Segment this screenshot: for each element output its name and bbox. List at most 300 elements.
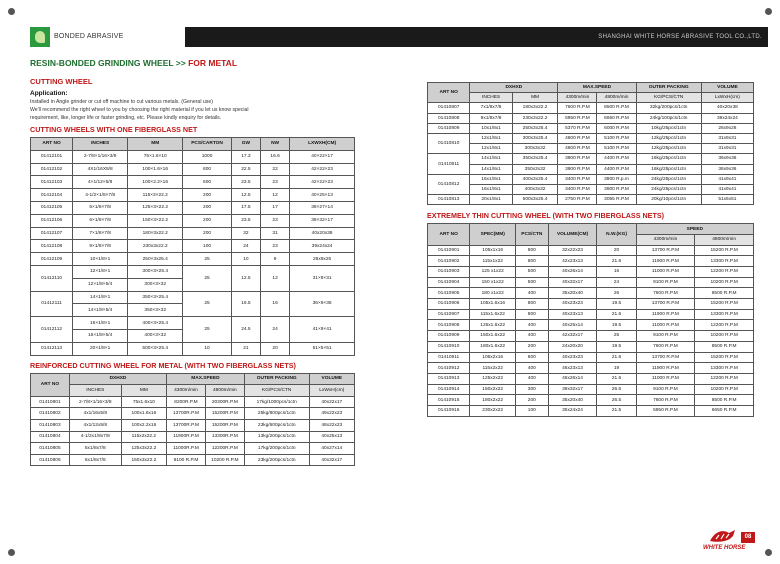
table-cell: 24kg/25pcs/1ctn — [636, 174, 701, 184]
table-cell: 40x23x23 — [548, 299, 597, 310]
table-cell: 11900R.P.M — [167, 431, 206, 443]
table-cell: 4400 R.P.M — [597, 164, 636, 174]
table-cell: 19.5 — [597, 299, 636, 310]
table-cell: 40x25x14 — [548, 320, 597, 331]
table-cell: 100 — [516, 405, 549, 416]
table-cell: 24kg/100pcs/1ctn — [636, 113, 701, 123]
table-cell: 400 — [516, 320, 549, 331]
table-cell: 8200R.P.M — [167, 396, 206, 408]
table-cell: 5370 R.P.M — [558, 123, 597, 133]
table-cell: 40x32x17 — [548, 277, 597, 288]
table-cell: 5100 R.P.M — [597, 144, 636, 154]
table-cell: 10200 R.P.M — [205, 454, 244, 466]
table-cell: 13kg/200pcs/1ctn — [244, 431, 309, 443]
table-cell: 13700R.P.M — [167, 408, 206, 420]
table-cell: 01410811 — [428, 154, 470, 174]
table-cell: 180x1.6x22 — [470, 341, 516, 352]
table-cell: 350x3x25.4 — [512, 154, 558, 164]
column-header: MAX.SPEED — [558, 83, 636, 93]
table-cell: 11900 R.P.M — [636, 309, 695, 320]
table-cell: 9100 R.P.M — [636, 277, 695, 288]
table-cell: 300×3×25.4 — [128, 265, 183, 278]
table-cell: 5×1/8×7/8 — [73, 201, 128, 214]
table-row — [31, 163, 355, 176]
table-cell: 13700 R.P.M — [636, 299, 695, 310]
column-subheader: MM — [512, 93, 558, 103]
table-cell: 39x24x24 — [701, 113, 753, 123]
table-cell: 01410906 — [428, 299, 470, 310]
application-label: Application: — [30, 90, 68, 97]
application-line: Installed in Angle grinder or cut off machine to cut various metals. (General use) — [30, 99, 214, 105]
column-header: MM — [128, 138, 183, 151]
table-cell: 40x20x38 — [701, 103, 753, 113]
table-row — [428, 320, 754, 331]
table-cell: 4×1/12×5/8 — [73, 176, 128, 189]
table-cell: 7×1/8×7/8 — [73, 227, 128, 240]
table-cell: 9100 R.P.M — [636, 331, 695, 342]
table-cell: 31 — [261, 227, 290, 240]
column-header: OUTER PACKING — [244, 373, 309, 385]
table-cell: 17kg/200pcs/1ctn — [244, 443, 309, 455]
table-cell: 23 — [261, 240, 290, 253]
table-cell: 17 — [261, 201, 290, 214]
table-cell: 4400 R.P.M — [597, 154, 636, 164]
table-cell: 24 — [261, 317, 290, 343]
column-subheader: 4800m/min — [695, 234, 754, 245]
table-cell: 13700 R.P.M — [636, 352, 695, 363]
table-cell: 01412103 — [31, 176, 73, 189]
table-cell: 42x23x13 — [548, 256, 597, 267]
table-cell: 51×5×51 — [290, 342, 355, 355]
table-cell: 300×3×32 — [128, 278, 183, 291]
table-one-fiberglass-net — [30, 137, 355, 356]
table-cell: 01412113 — [31, 342, 73, 355]
table-cell: 01410902 — [428, 256, 470, 267]
table-cell: 36x9x36 — [701, 154, 753, 164]
table-row — [31, 396, 355, 408]
table-cell: 01410802 — [31, 408, 70, 420]
table-cell: 23 — [261, 176, 290, 189]
table-cell: 500 — [516, 277, 549, 288]
table-cell: 600 — [516, 352, 549, 363]
table-cell: 42x32x17 — [548, 331, 597, 342]
table-cell: 51x5x51 — [701, 195, 753, 205]
table-cell: 16.5 — [231, 291, 260, 317]
table-row — [31, 454, 355, 466]
application-line: requirement, like, longer life or faster grinding, etc. Please kindly enquiry for details. — [30, 115, 222, 121]
table-cell: 106x2x16 — [470, 352, 516, 363]
table-cell: 2750 R.P.M — [558, 195, 597, 205]
table-cell: 4600 R.P.M — [558, 133, 597, 143]
table-cell: 230x3x22.2 — [128, 240, 183, 253]
table-cell: 01412106 — [31, 214, 73, 227]
table-cell: 12200 R.P.M — [695, 373, 754, 384]
column-subheader: 4300m/min — [558, 93, 597, 103]
column-header: VOLUME(CM) — [548, 224, 597, 245]
white-horse-logo — [703, 527, 746, 557]
table-cell: 115x2x22 — [470, 363, 516, 374]
table-row — [428, 245, 754, 256]
table-cell: 01410912 — [428, 363, 470, 374]
table-cell: 250x3x25.4 — [512, 123, 558, 133]
registration-mark-tl — [8, 8, 15, 15]
table-cell: 12x1/8x1 — [470, 133, 512, 143]
table-cell: 800 — [516, 245, 549, 256]
table-cell: 14×1/8×5/4 — [73, 304, 128, 317]
right-column — [427, 82, 754, 417]
table-cell: 01410810 — [428, 133, 470, 153]
column-subheader: INCHES — [470, 93, 512, 103]
table-cell: 6x1/8x7/8 — [69, 454, 121, 466]
table-cell: 21 — [231, 342, 260, 355]
table-subheader-row — [428, 93, 754, 103]
table-cell: 125x1.6x22 — [470, 320, 516, 331]
table-cell: 40x23x23 — [548, 352, 597, 363]
table-reinforced-continued — [427, 82, 754, 205]
table-cell: 8500 R.P.M — [695, 288, 754, 299]
table-cell: 40×25×13 — [290, 189, 355, 202]
table-cell: 01412111 — [31, 291, 73, 317]
table-cell: 10200 R.P.M — [695, 277, 754, 288]
table-cell: 10kg/25pcs/1ctn — [636, 123, 701, 133]
table-cell: 4x1/12x5/8 — [69, 419, 121, 431]
table-row — [31, 443, 355, 455]
table-cell: 01412112 — [31, 317, 73, 343]
table-cell: 24kg/25pcs/1ctn — [636, 184, 701, 194]
table-cell: 125x3x22.2 — [121, 443, 166, 455]
table-cell: 1000 — [183, 150, 232, 163]
table-cell: 12.5 — [231, 265, 260, 291]
table-cell: 01410914 — [428, 384, 470, 395]
column-subheader: INCHES — [69, 385, 121, 397]
table-cell: 24x20x20 — [548, 341, 597, 352]
table-cell: 150×3×22.2 — [128, 214, 183, 227]
table-cell: 31x9x31 — [701, 144, 753, 154]
table-cell: 19 — [597, 363, 636, 374]
table-cell: 17.5 — [231, 201, 260, 214]
table-cell: 125×3×22.2 — [128, 201, 183, 214]
table-cell: 48x22x23 — [309, 419, 354, 431]
table-cell: 11000 R.P.M — [636, 267, 695, 278]
table-row — [428, 309, 754, 320]
table-cell: 300x3x25.4 — [512, 133, 558, 143]
column-header: SPEC(MM) — [470, 224, 516, 245]
table-cell: 23kg/200pcs/1ctn — [244, 454, 309, 466]
application-text — [30, 98, 355, 122]
table-row — [428, 174, 754, 184]
table-row — [31, 317, 355, 330]
table-cell: 400 — [516, 363, 549, 374]
table-cell: 14×1/8×1 — [73, 291, 128, 304]
column-header: NW — [261, 138, 290, 151]
table-cell: 400x3x25.4 — [512, 174, 558, 184]
table-row — [428, 341, 754, 352]
page-title-red: FOR METAL — [185, 58, 238, 68]
table-row — [31, 240, 355, 253]
table-cell: 400×3×25.4 — [128, 317, 183, 330]
table-cell: 8500 R.P.M — [695, 341, 754, 352]
table-cell: 40x26x14 — [548, 267, 597, 278]
table-cell: 26.5 — [597, 384, 636, 395]
table-cell: 16×1/8×5/4 — [73, 329, 128, 342]
registration-mark-tr — [765, 8, 772, 15]
table-cell: 125x2x22 — [470, 373, 516, 384]
column-subheader: 4800m/min — [205, 385, 244, 397]
table-cell: 11900 R.P.M — [636, 363, 695, 374]
table-cell: 6650 R.P.M — [597, 113, 636, 123]
table-cell: 25 — [183, 253, 232, 266]
column-subheader: MM — [121, 385, 166, 397]
table-cell: 24 — [597, 277, 636, 288]
table-cell: 17kg/1000pcs/1ctn — [244, 396, 309, 408]
table-cell: 42×22×23 — [290, 163, 355, 176]
table-cell: 01412108 — [31, 240, 73, 253]
table-cell: 40x23x13 — [548, 309, 597, 320]
table-cell: 180×3x22.2 — [128, 227, 183, 240]
table-row — [428, 113, 754, 123]
registration-mark-bl — [8, 549, 15, 556]
table-cell: 350×3×32 — [128, 304, 183, 317]
column-header: PCS/CARTON — [183, 138, 232, 151]
table-cell: 40x22x17 — [309, 396, 354, 408]
table-row — [428, 405, 754, 416]
table-cell: 21.6 — [597, 352, 636, 363]
table-cell: 13300 R.P.M — [695, 309, 754, 320]
column-header: DXHXD — [69, 373, 166, 385]
table-row — [428, 267, 754, 278]
table-cell: 9100 R.P.M — [636, 384, 695, 395]
table-cell: 46x23x13 — [548, 363, 597, 374]
brand-name: WHITE HORSE — [703, 545, 746, 551]
table-cell: 350x3x32 — [512, 164, 558, 174]
table-header-row — [428, 224, 754, 235]
table-cell: 25 — [597, 331, 636, 342]
header-black-band — [185, 27, 768, 47]
table-cell: 7600 R.P.M — [558, 103, 597, 113]
table-cell: 20×1/8×1 — [73, 342, 128, 355]
table-cell: 3800 R.P.M — [597, 184, 636, 194]
header-bar — [30, 27, 768, 47]
table-cell: 01410907 — [428, 309, 470, 320]
table-cell: 42×22×23 — [290, 176, 355, 189]
table-cell: 9×1/8×7/8 — [73, 240, 128, 253]
table-cell: 15200R.P.M — [205, 419, 244, 431]
leaf-logo — [30, 27, 50, 47]
table-cell: 3400 R.P.M — [558, 184, 597, 194]
table-cell: 01412105 — [31, 201, 73, 214]
table-cell: 7x1/8x7/8 — [470, 103, 512, 113]
table-cell: 16.6 — [261, 150, 290, 163]
table-cell: 500×3×25.4 — [128, 342, 183, 355]
table-cell: 3800 R.p.m — [597, 174, 636, 184]
table-cell: 115x1.6x22 — [470, 309, 516, 320]
table-cell: 115x2x22.2 — [121, 431, 166, 443]
table-row — [428, 363, 754, 374]
table-cell: 20300R.P.M — [205, 396, 244, 408]
column-subheader: KG/PCS/CTN — [244, 385, 309, 397]
table-cell: 400 — [516, 288, 549, 299]
table-cell: 15200 R.P.M — [695, 245, 754, 256]
table-cell: 36x9x36 — [701, 164, 753, 174]
column-subheader: 4300m/min — [167, 385, 206, 397]
table-cell: 75×1.6×10 — [128, 150, 183, 163]
table-cell: 250×3x25.4 — [128, 253, 183, 266]
table-cell: 01410916 — [428, 405, 470, 416]
table-cell: 4-1/2×1/8×7/8 — [73, 189, 128, 202]
table-cell: 23 — [261, 214, 290, 227]
column-header: DXHXD — [470, 83, 558, 93]
table-cell: 40x32x17 — [309, 454, 354, 466]
table-cell: 14x1/8x1 — [470, 154, 512, 164]
table-cell: 32 — [231, 227, 260, 240]
table-cell: 100x2.2x16 — [121, 419, 166, 431]
table-cell: 12x1/8x1 — [470, 144, 512, 154]
page-title-green: RESIN-BONDED GRINDING WHEEL >> — [30, 58, 186, 68]
table-cell: 400 — [516, 331, 549, 342]
table-cell: 01410808 — [428, 113, 470, 123]
table-cell: 23.5 — [231, 176, 260, 189]
table-cell: 01412109 — [31, 253, 73, 266]
table-row — [428, 373, 754, 384]
table-cell: 26x9x26 — [701, 123, 753, 133]
table-row — [31, 419, 355, 431]
table-cell: 21.6 — [597, 309, 636, 320]
table-cell: 24.5 — [231, 317, 260, 343]
table-cell: 31×9×31 — [290, 265, 355, 291]
table-cell: 01410910 — [428, 341, 470, 352]
table-cell: 38x32x17 — [548, 384, 597, 395]
left-column — [30, 58, 355, 466]
table-cell: 23kg/600pcs/1ctn — [244, 419, 309, 431]
table-cell: 01412101 — [31, 150, 73, 163]
table-row — [428, 352, 754, 363]
table-cell: 100x1.6x16 — [121, 408, 166, 420]
table-cell: 20x1/8x1 — [470, 195, 512, 205]
table-cell: 2-7/8×1/16×3/8 — [69, 396, 121, 408]
table-cell: 400x3x32 — [512, 184, 558, 194]
table-cell: 12×1/8×5/4 — [73, 278, 128, 291]
column-subheader: 4800m/min — [597, 93, 636, 103]
table-cell: 20kg/10pcs/1ctn — [636, 195, 701, 205]
table-cell: 2-7/8×1/16×3/8 — [73, 150, 128, 163]
table-cell: 01410809 — [428, 123, 470, 133]
column-header: SPEED — [636, 224, 753, 235]
table-cell: 10×1/8×1 — [73, 253, 128, 266]
table-cell: 9 — [261, 253, 290, 266]
table-cell: 22 — [261, 163, 290, 176]
table-cell: 12 — [261, 189, 290, 202]
table-cell: 39x24x24 — [290, 240, 355, 253]
category-label: BONDED ABRASIVE — [54, 33, 124, 40]
column-subheader: 4300m/min — [636, 234, 695, 245]
table-row — [428, 288, 754, 299]
table-row — [31, 431, 355, 443]
table-cell: 105x1.6x16 — [470, 299, 516, 310]
table-cell: 13300R.P.M — [205, 431, 244, 443]
table-row — [428, 384, 754, 395]
table-row — [31, 189, 355, 202]
column-header: VOLUME — [309, 373, 354, 385]
section-title-reinforced: REINFORCED CUTTING WHEEL FOR METAL (WITH TWO FIBERGLASS NETS) — [30, 360, 296, 370]
table-row — [428, 164, 754, 174]
table-cell: 10 — [183, 342, 232, 355]
table-cell: 01410804 — [31, 431, 70, 443]
table-cell: 01410904 — [428, 277, 470, 288]
table-cell: 12200 R.P.M — [695, 267, 754, 278]
table-cell: 49x22x23 — [309, 408, 354, 420]
table-cell: 200 — [183, 214, 232, 227]
horse-icon — [707, 527, 741, 545]
table-cell: 3900 R.P.M — [558, 164, 597, 174]
table-cell: 13300 R.P.M — [695, 256, 754, 267]
table-cell: 7600 R.P.M — [636, 288, 695, 299]
table-cell: 800 — [516, 299, 549, 310]
table-cell: 115x1x22 — [470, 256, 516, 267]
table-cell: 12kg/25pcs/1ctn — [636, 133, 701, 143]
table-cell: 350×3×25.4 — [128, 291, 183, 304]
table-cell: 13700R.P.M — [167, 419, 206, 431]
table-header-row — [31, 373, 355, 385]
table-cell: 23.5 — [231, 214, 260, 227]
table-extremely-thin — [427, 223, 754, 416]
table-row — [428, 277, 754, 288]
table-cell: 15200R.P.M — [205, 408, 244, 420]
table-cell: 26x9x26 — [290, 253, 355, 266]
column-header: PCS/CTN — [516, 224, 549, 245]
table-cell: 16kg/25pcs/1ctn — [636, 154, 701, 164]
table-cell: 4600 R.P.M — [558, 144, 597, 154]
table-cell: 15200 R.P.M — [695, 299, 754, 310]
table-row — [428, 331, 754, 342]
application-line: We'll recommend the right wheel to you by choosing the right material if you let us know special — [30, 107, 249, 113]
table-cell: 800 — [516, 256, 549, 267]
table-cell: 41x9x41 — [701, 184, 753, 194]
table-cell: 40x20x38 — [290, 227, 355, 240]
table-cell: 180x2x22 — [470, 395, 516, 406]
table-cell: 25kg/800pcs/1ctn — [244, 408, 309, 420]
table-cell: 01410806 — [31, 454, 70, 466]
table-cell: 10200 R.P.M — [695, 331, 754, 342]
table-cell: 12kg/25pcs/1ctn — [636, 144, 701, 154]
table-cell: 01412104 — [31, 189, 73, 202]
table-cell: 11000 R.P.M — [636, 373, 695, 384]
table-cell: 41×9×41 — [290, 317, 355, 343]
table-cell: 36×9×36 — [290, 291, 355, 317]
table-cell: 01410803 — [31, 419, 70, 431]
table-cell: 100×1.6×16 — [128, 163, 183, 176]
table-cell: 01410905 — [428, 288, 470, 299]
table-row — [428, 184, 754, 194]
table-cell: 150x3x22.2 — [121, 454, 166, 466]
table-cell: 180x3x22.2 — [512, 103, 558, 113]
table-cell: 21.6 — [597, 373, 636, 384]
table-cell: 01410812 — [428, 174, 470, 194]
table-cell: 16 — [597, 267, 636, 278]
table-cell: 200 — [516, 341, 549, 352]
table-cell: 21.6 — [597, 256, 636, 267]
table-cell: 01410901 — [428, 245, 470, 256]
table-cell: 8500 R.P.M — [695, 395, 754, 406]
column-header: ART NO — [31, 373, 70, 396]
table-cell: 40×22×17 — [290, 150, 355, 163]
table-subheader-row — [31, 385, 355, 397]
table-cell: 12×1/8×1 — [73, 265, 128, 278]
table-cell: 5950 R.P.M — [636, 405, 695, 416]
table-cell: 200 — [183, 189, 232, 202]
table-cell: 4x1/16x5/8 — [69, 408, 121, 420]
table-cell: 01410911 — [428, 352, 470, 363]
table-cell: 6000 R.P.M — [597, 123, 636, 133]
